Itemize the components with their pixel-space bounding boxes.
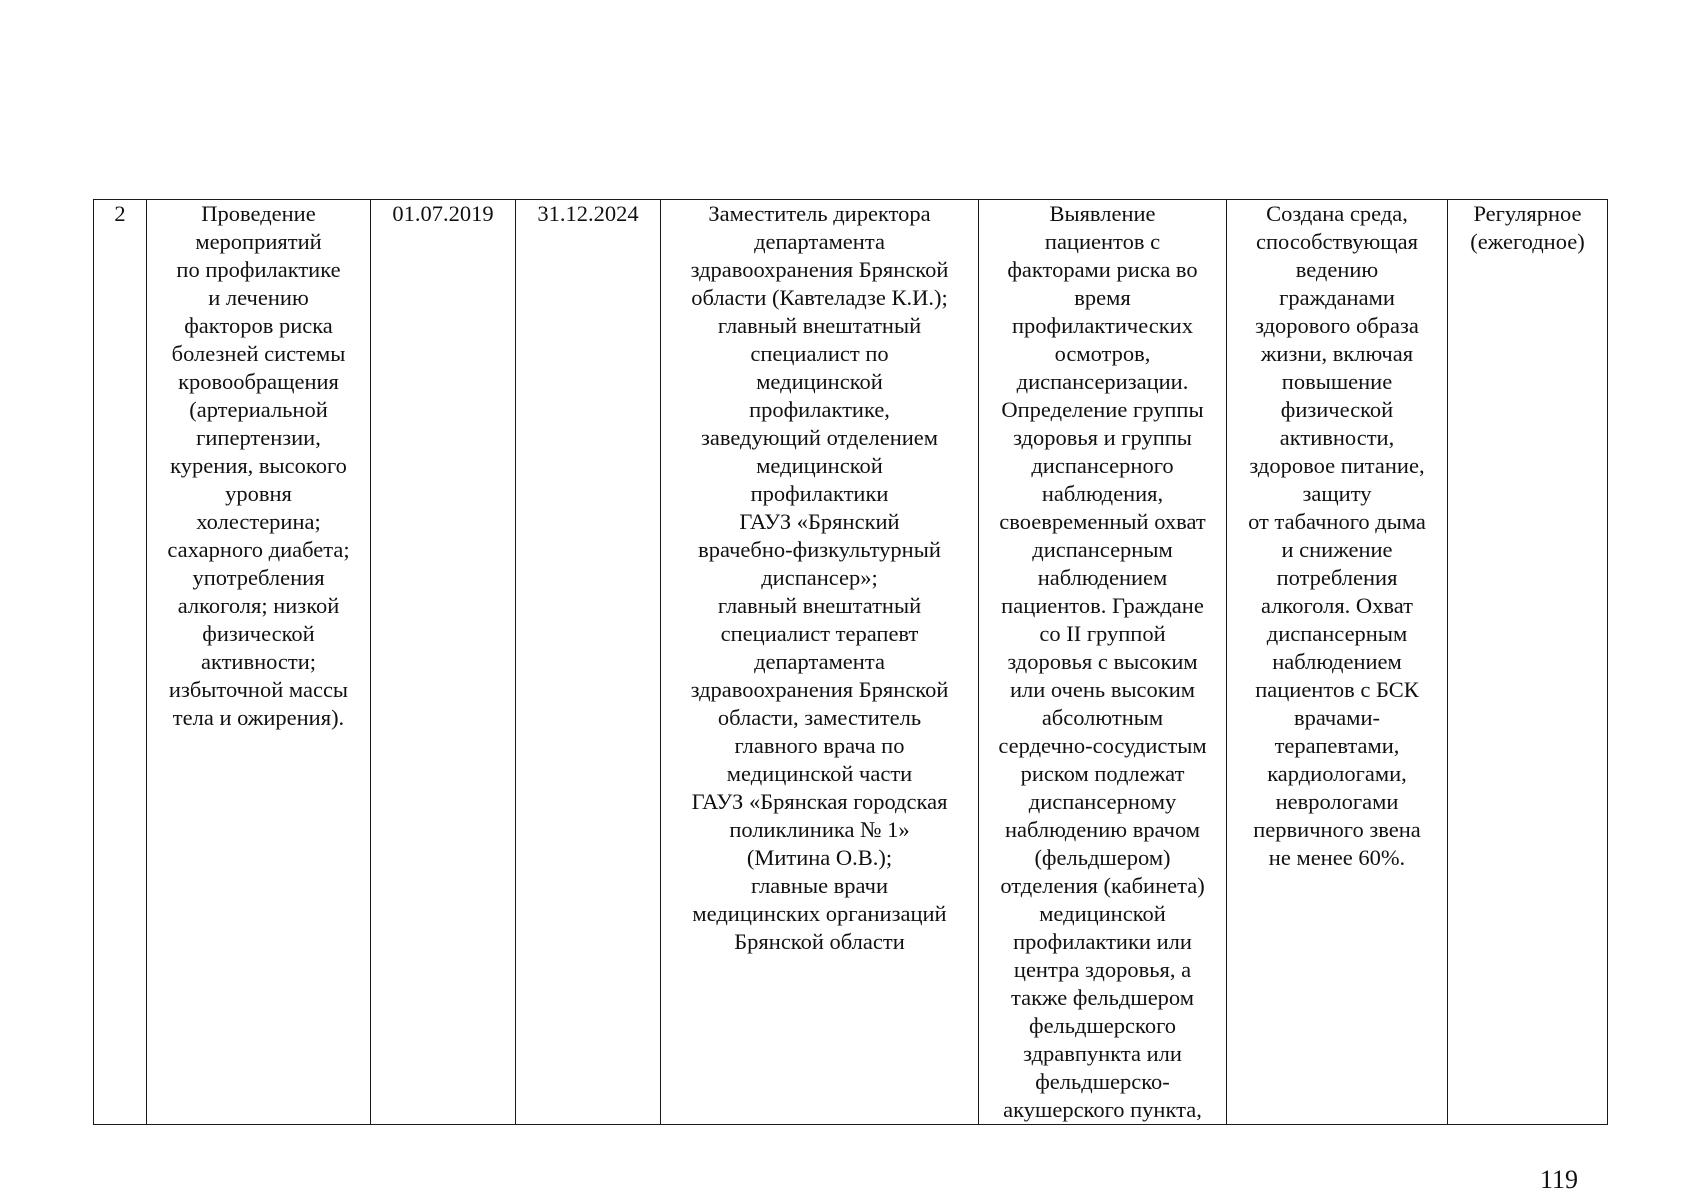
text-line: профилактике, [749,397,890,422]
text-line: пациентов. Граждане [1001,593,1204,618]
text-line: Проведение [201,201,316,226]
text-line: здоровое питание, [1249,453,1425,478]
text-line: Определение группы [1001,397,1204,422]
indicator-cell [1227,200,1448,1125]
text-line: и снижение [1281,537,1393,562]
activity-cell [147,200,371,1125]
text-line: Регулярное [1473,201,1582,226]
start-date: 01.07.2019 [392,201,494,226]
text-line: главный внештатный [717,593,922,618]
text-line: профилактических [1012,313,1193,338]
text-line: болезней системы [171,341,346,366]
text-line: диспансеризации. [1016,369,1189,394]
responsible-text [665,200,974,956]
text-line: ГАУЗ «Брянский [739,509,900,534]
text-line: также фельдшером [1010,985,1194,1010]
text-line: терапевтами, [1274,733,1400,758]
text-line: заведующий отделением [700,425,939,450]
text-line: диспансерному [1028,789,1177,814]
text-line: первичного звена [1253,817,1421,842]
text-line: диспансер»; [761,565,878,590]
text-line: (артериальной [189,397,328,422]
text-line: специалист по [750,341,889,366]
text-line: уровня [225,481,292,506]
text-line: сахарного диабета; [167,537,350,562]
text-line: (фельдшером) [1034,845,1171,870]
text-line: употребления [192,565,325,590]
frequency-cell [1448,200,1608,1125]
text-line: Выявление [1049,201,1156,226]
text-line: повышение [1281,369,1393,394]
text-line: профилактики [750,481,889,506]
text-line: диспансерным [1266,621,1408,646]
text-line: центра здоровья, а [1013,957,1192,982]
text-line: жизни, включая [1260,341,1414,366]
text-line: Создана среда, [1266,201,1408,226]
text-line: медицинской части [726,761,913,786]
text-line: активности; [200,649,317,674]
text-line: алкоголя. Охват [1261,593,1413,618]
text-line: не менее 60%. [1268,845,1406,870]
text-line: способствующая [1256,229,1418,254]
result-cell [979,200,1227,1125]
text-line: потребления [1276,565,1398,590]
text-line: гражданами [1279,285,1395,310]
text-line: акушерского пункта, [1003,1097,1202,1122]
responsible-cell [661,200,979,1125]
text-line: своевременный охват [999,509,1206,534]
end-date-cell [516,200,661,1125]
text-line: профилактики или [1013,929,1192,954]
text-line: наблюдению врачом [1004,817,1201,842]
text-line: (Митина О.В.); [746,845,893,870]
text-line: главного врача по [734,733,905,758]
text-line: департамента [754,649,885,674]
text-line: неврологами [1275,789,1399,814]
text-line: ГАУЗ «Брянская городская [691,789,948,814]
text-line: факторами риска во [1007,257,1198,282]
text-line: избыточной массы [168,677,349,702]
text-line: диспансерного [1031,453,1174,478]
text-line: кровообращения [178,369,339,394]
text-line: тела и ожирения). [172,705,345,730]
text-line: абсолютным [1041,705,1164,730]
start-date-cell [371,200,516,1125]
text-line: от табачного дыма [1248,509,1426,534]
text-line: или очень высоким [1009,677,1196,702]
text-line: медицинской [756,369,883,394]
row-number: 2 [114,201,126,226]
text-line: здоровья и группы [1013,425,1192,450]
text-line: фельдшерско- [1035,1069,1170,1094]
text-line: осмотров, [1054,341,1151,366]
text-line: врачебно-физкультурный [698,537,941,562]
text-line: главные врачи [750,873,888,898]
text-line: пациентов с [1044,229,1161,254]
text-line: и лечению [208,285,309,310]
row-number-cell [94,200,147,1125]
text-line: курения, высокого [170,453,347,478]
text-line: здорового образа [1255,313,1419,338]
page-number: 119 [1540,1165,1579,1194]
text-line: риском подлежат [1020,761,1185,786]
text-line: области, заместитель [717,705,922,730]
text-line: здравпункта или [1023,1041,1182,1066]
indicator-text [1231,200,1443,872]
text-line: физической [1280,397,1394,422]
text-line: пациентов с БСК [1255,677,1419,702]
activity-text [151,200,366,732]
activities-table [93,199,1608,1125]
text-line: врачами- [1293,705,1381,730]
text-line: области (Кавтеладзе К.И.); [691,285,948,310]
text-line: сердечно-сосудистым [998,733,1207,758]
text-line: кардиологами, [1267,761,1407,786]
text-line: наблюдением [1037,565,1168,590]
text-line: ведению [1295,257,1379,282]
table-row [94,200,1608,1125]
text-line: медицинской [1039,901,1166,926]
text-line: физической [202,621,315,646]
text-line: поликлиника № 1» [729,817,910,842]
text-line: со II группой [1039,621,1166,646]
text-line: Заместитель директора [708,201,931,226]
text-line: здравоохранения Брянской [690,677,949,702]
text-line: отделения (кабинета) [1000,873,1205,898]
frequency-text [1452,200,1603,256]
end-date: 31.12.2024 [537,201,639,226]
text-line: наблюдения, [1041,481,1164,506]
text-line: фельдшерского [1028,1013,1176,1038]
result-text [983,200,1222,1124]
text-line: медицинских организаций [692,901,947,926]
text-line: главный внештатный [717,313,922,338]
text-line: диспансерным [1032,537,1173,562]
text-line: гипертензии, [196,425,321,450]
text-line: активности, [1279,425,1395,450]
text-line: (ежегодное) [1470,229,1585,254]
text-line: факторов риска [184,313,333,338]
text-line: здоровья с высоким [1007,649,1198,674]
text-line: Брянской области [734,929,905,954]
text-line: наблюдением [1272,649,1402,674]
text-line: здравоохранения Брянской [690,257,949,282]
text-line: медицинской [756,453,883,478]
text-line: холестерина; [196,509,321,534]
text-line: департамента [754,229,885,254]
text-line: по профилактике [176,257,341,282]
text-line: время [1074,285,1131,310]
text-line: мероприятий [195,229,322,254]
text-line: специалист терапевт [720,621,919,646]
text-line: алкоголя; низкой [177,593,340,618]
text-line: защиту [1302,481,1372,506]
